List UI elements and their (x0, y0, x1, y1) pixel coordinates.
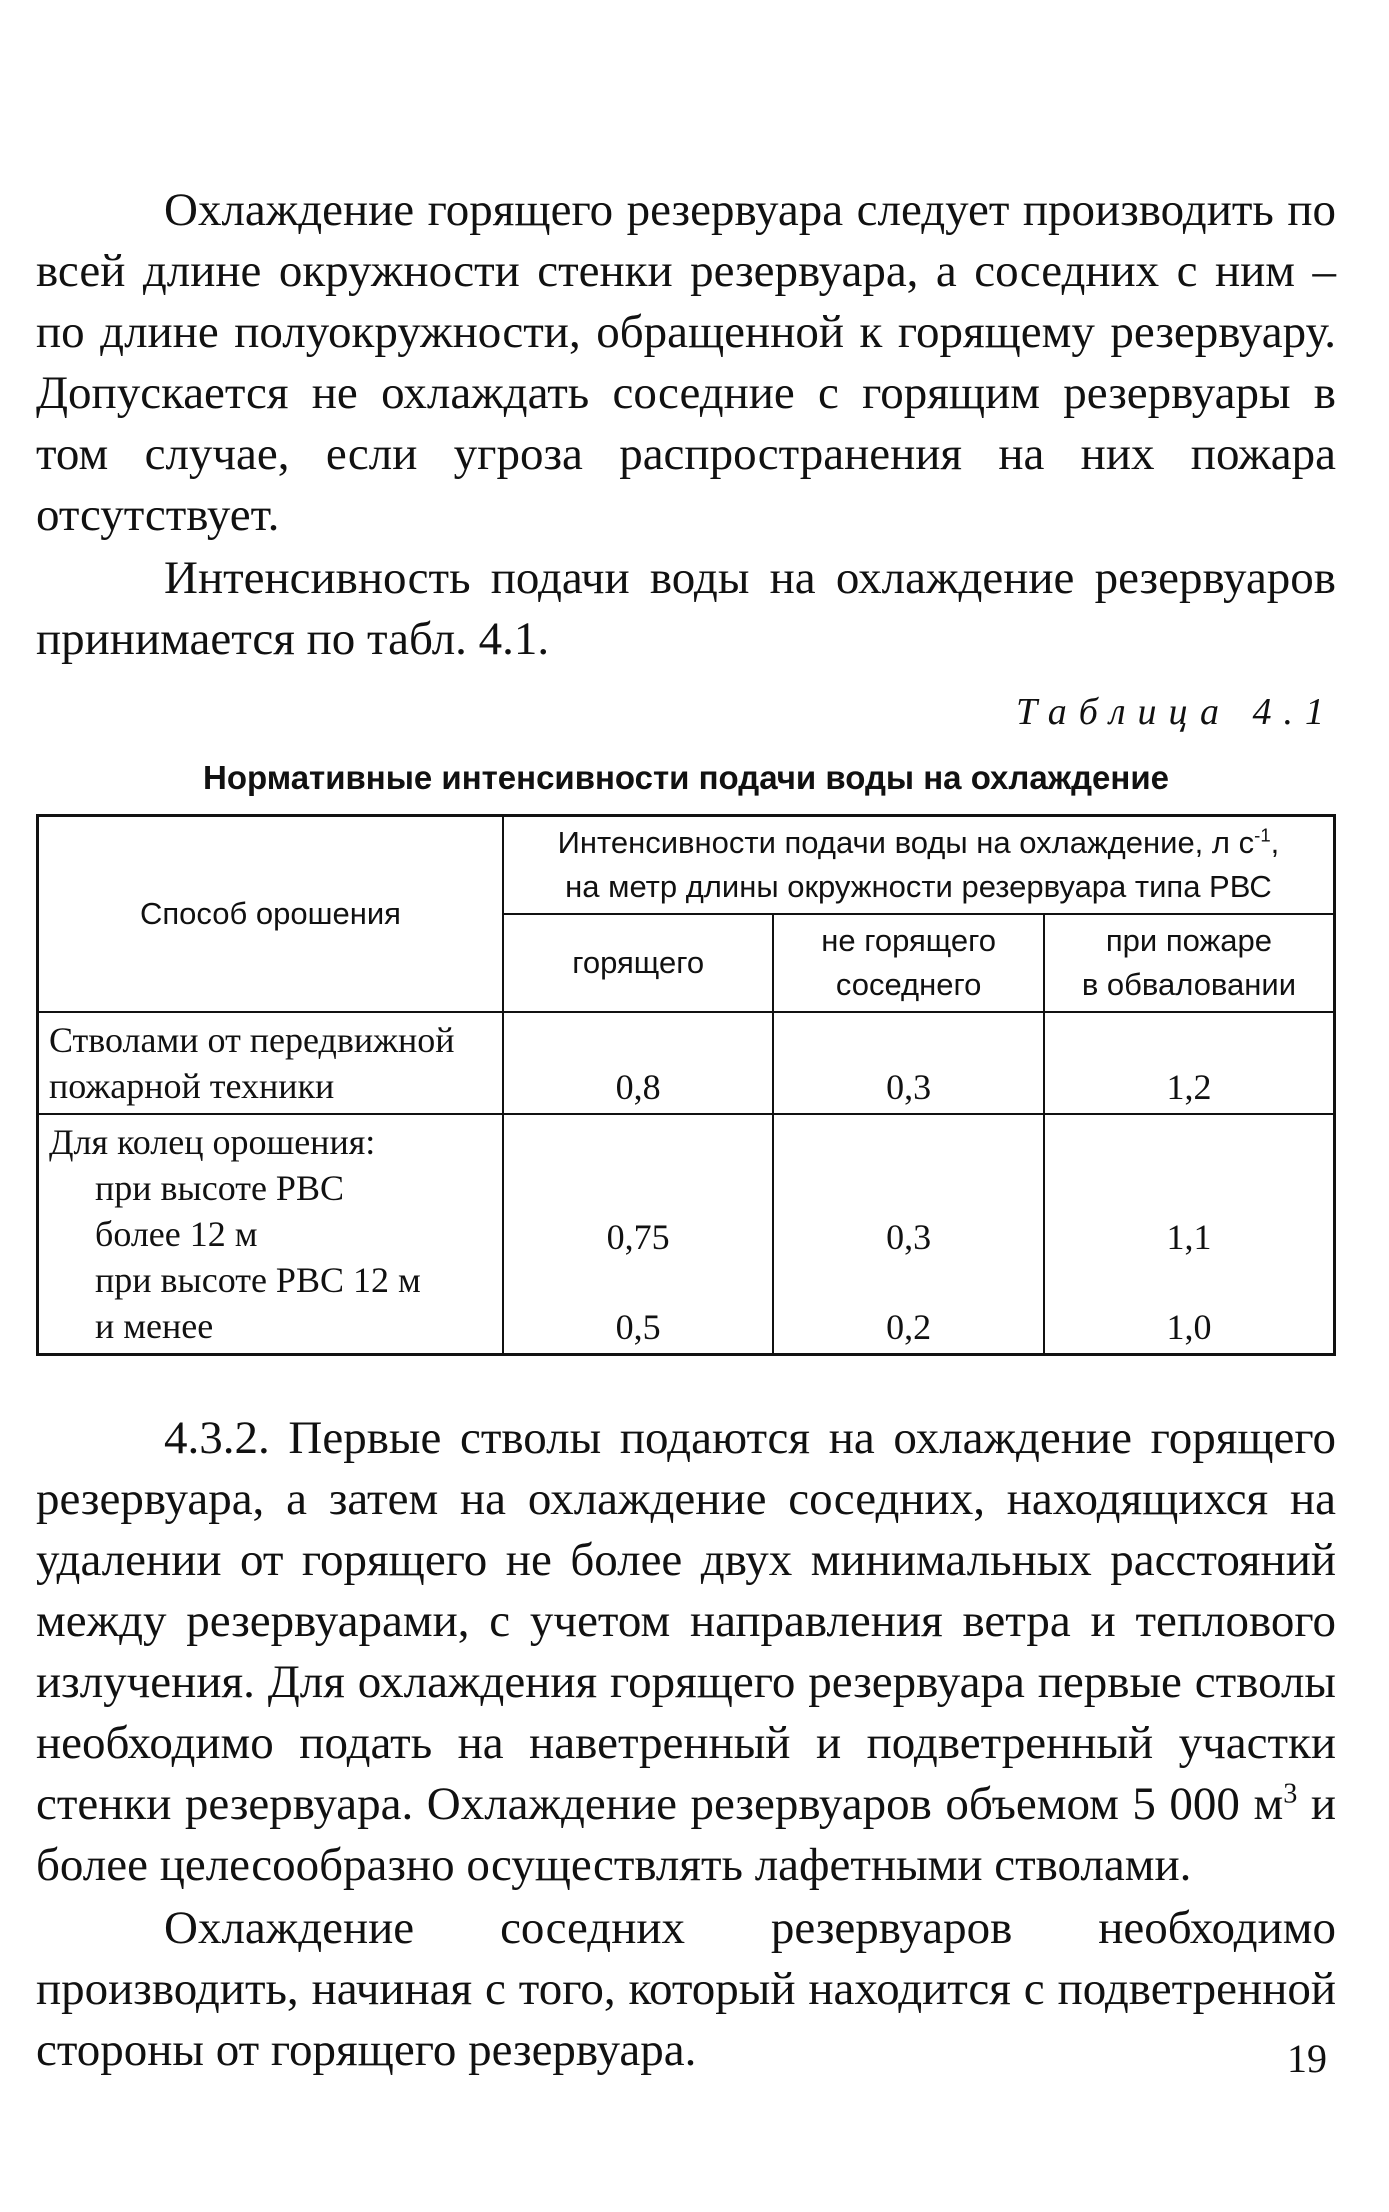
header-intensity-line1: Интенсивности подачи воды на охлаждение, л с (557, 825, 1255, 860)
paragraph-432-text: 4.3.2. Первые стволы подаются на охлаждение горящего резервуара, а затем на охлаждение соседних, находящихся на удалении от горящего не более двух минимальных расстояний между резервуарами, с учетом направления ветра и теплового излучения. Для охлаждения горящего резервуара первые стволы необходимо подать на наветренный и подветренный участки стенки резервуара. Охлаждение резервуаров объемом 5 000 м (36, 1412, 1336, 1830)
header-neighbor-line2: соседнего (835, 967, 982, 1002)
header-burning (503, 914, 773, 1012)
header-embankment (1044, 914, 1335, 1012)
row1-neighbor: 0,3 (773, 1012, 1043, 1114)
header-neighbor (773, 914, 1043, 1012)
table-title: Нормативные интенсивности подачи воды на охлаждение (203, 759, 1169, 796)
header-intensity-sup: -1 (1254, 824, 1271, 846)
row2-method-line2: при высоте РВС (95, 1168, 344, 1208)
row1-method-line1: Стволами от передвижной (49, 1020, 455, 1060)
header-embank-line2: в обваловании (1081, 967, 1297, 1002)
row2a-burning: 0,75 (606, 1217, 670, 1257)
row2-method (38, 1114, 503, 1355)
paragraph-cooling-rules: Охлаждение горящего резервуара следует производить по всей длине окружности стенки резервуара, а соседних с ним – по длине полуокружности, обращенной к горящему резервуару. Допускается не охлаждать соседние с горящим резервуары в том случае, если угроза распространения на них пожара отсутствует. (36, 184, 1336, 541)
header-embank-line1: при пожаре (1105, 923, 1272, 958)
header-intensity (503, 816, 1335, 915)
row2a-embankment: 1,1 (1166, 1217, 1212, 1257)
page-number: 19 (1287, 2036, 1327, 2081)
intensity-table (36, 814, 1336, 1356)
row1-method-line2: пожарной техники (49, 1066, 335, 1106)
row1-method (38, 1012, 503, 1114)
paragraph-neighbor-cooling: Охлаждение соседних резервуаров необходимо производить, начиная с того, который находится с подветренной стороны от горящего резервуара. (36, 1902, 1336, 2076)
row2b-embankment: 1,0 (1166, 1307, 1212, 1347)
row2-method-line4: при высоте РВС 12 м (95, 1260, 421, 1300)
table-row (38, 1114, 1335, 1355)
row2-method-line3: более 12 м (95, 1214, 258, 1254)
header-method (38, 816, 503, 1013)
row2-method-line5: и менее (95, 1306, 214, 1346)
row2a-neighbor: 0,3 (886, 1217, 932, 1257)
paragraph-432-tail: и более целесообразно осуществлять лафетными стволами. (36, 1778, 1336, 1891)
row1-embankment: 1,2 (1044, 1012, 1335, 1114)
row2-burning (503, 1114, 773, 1355)
row2-method-line1: Для колец орошения: (49, 1122, 376, 1162)
header-intensity-tail: , (1270, 825, 1280, 860)
table-header-row-1 (38, 816, 1335, 915)
row1-burning: 0,8 (503, 1012, 773, 1114)
page-content (36, 180, 1336, 2081)
row2-embankment (1044, 1114, 1335, 1355)
row2b-neighbor: 0,2 (886, 1307, 932, 1347)
cubic-sup: 3 (1283, 1778, 1298, 1810)
paragraph-432 (36, 1408, 1336, 1896)
header-method-text: Способ орошения (140, 896, 401, 931)
paragraph-intensity-ref: Интенсивность подачи воды на охлаждение резервуаров принимается по табл. 4.1. (36, 552, 1336, 665)
table-label: Таблица 4.1 (1016, 691, 1336, 733)
table-row (38, 1012, 1335, 1114)
header-burning-text: горящего (572, 945, 705, 980)
row2-neighbor (773, 1114, 1043, 1355)
header-intensity-line2: на метр длины окружности резервуара типа РВС (565, 869, 1272, 904)
header-neighbor-line1: не горящего (821, 923, 997, 958)
row2b-burning: 0,5 (615, 1307, 661, 1347)
